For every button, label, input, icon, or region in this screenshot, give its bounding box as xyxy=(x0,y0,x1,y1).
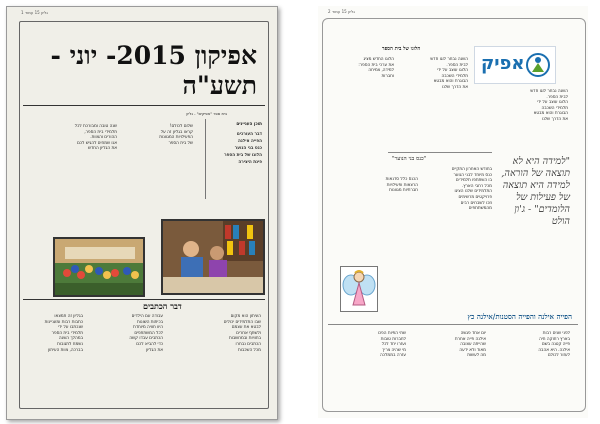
intro-right-column: שנה טובה ומבורכת לכל תלמידי בית הספר, ההורים והצוות. אנו שמחים להגיש לכם את הגליון החדש xyxy=(74,123,117,151)
group-photo xyxy=(53,237,145,297)
toc-item: הלוגו של בית הספר xyxy=(224,152,262,157)
right-page-header: גליון 15 עמוד 2 xyxy=(328,9,355,14)
section-title: דבר הכתבים xyxy=(143,301,182,311)
conference-title: "כנס בני הנוער" xyxy=(392,156,427,162)
logo-column-2: השנה נבחר לוגו חדש לבית הספר. הלוגו עוצב על ידי תלמידי השכבה הבוגרת והוא מבטא את הדרך שלנו xyxy=(430,56,468,89)
toc-item: כנס בני הנוער xyxy=(234,145,262,150)
bottom-middle-column: עבודה עם הילדים בכיתות השונות היוו חוויה מיוחדת לכל המשתתפים הכתבים עבדו קשה כדי להביא לכם את הגליון xyxy=(129,313,163,352)
conference-column-1: בחודש האחרון התקיים כנס מיוחד לבני הנוער בו השתתפו תלמידים מכל רחבי הארץ. התלמידים שלנו הציגו פרויקטים מרשימים וזכו לשבחים רבים מהמשתתפים xyxy=(451,166,492,211)
logo-emblem-icon xyxy=(525,52,551,78)
classroom-photo xyxy=(161,219,265,295)
newsletter-title: אפיקון 2015- יוני -תשע"ה xyxy=(50,41,257,100)
fairy-column-1: שתי הפיות הפכו לחברות טובות ועזרו יחד לכל מי שהיה צריך עזרה בממלכה xyxy=(377,330,406,358)
fairy-story-title: הפייה אילנה והפייה הסטנות/אילנה כץ xyxy=(467,312,572,321)
featured-quote: "למידה היא לא תוצאה של הוראה, למידה היא תוצאה של פעילות של הלומדים" - ג'ון הולט xyxy=(501,156,570,227)
logo-section-title: הלוגו של בית הספר xyxy=(382,46,421,52)
top-right-text: השנה נבחר לוגו חדש לבית הספר. הלוגו עוצב על ידי תלמידי השכבה הבוגרת והוא מבטא את הדרך שלנו xyxy=(530,88,568,121)
table-of-contents xyxy=(205,119,264,199)
conference-column-2: הכנס כלל סדנאות הרצאות ופעילויות חברתיות מגוונות xyxy=(385,176,418,193)
bottom-left-column: בגליון זה תמצאו כתבות רבות ומעניינות שנכתבו על ידי תלמידי בית הספר במהלך השנה נשמח לתגובות בברכה, צוות העיתון xyxy=(44,313,83,352)
fairy-divider xyxy=(328,324,578,325)
toc-title: תוכן העניינים xyxy=(236,121,262,126)
intro-left-column: שלום לכולם! קראו בגליון זה על הפעילויות המגוונות של בית הספר xyxy=(159,123,193,145)
toc-item: דבר העורכים xyxy=(236,131,262,136)
fairy-column-2: יום אחד פגשה אילנה פייה אחרת שהייתה עצובה מאוד ולא ידעה מה לעשות xyxy=(454,330,486,358)
left-page xyxy=(6,6,278,420)
right-page xyxy=(318,6,588,418)
toc-item: הפייה אילנה xyxy=(237,138,262,143)
bottom-right-column: העיתון הוא מקום שבו התלמידים יכולים לבטא את עצמם ולשתף אחרים בחוויות ובמחשבות הכתבים נבחרו מכל השכבות xyxy=(223,313,261,352)
fairy-column-3: לפני שנים רבות בארץ רחוקה חיה פייה קטנה בשם אילנה. היא אהבה לעזור לכולם xyxy=(538,330,570,358)
byline: בית ספר "אפיקים" - גליון xyxy=(186,111,227,116)
toc-item: פינת היצירה xyxy=(238,159,262,164)
photo-divider xyxy=(23,299,265,300)
fairy-illustration xyxy=(340,266,378,312)
title-divider xyxy=(23,105,265,106)
left-page-header: גליון 15 עמוד 1 xyxy=(21,10,48,15)
conference-divider xyxy=(388,152,492,153)
logo-text: אפיק xyxy=(481,53,525,74)
logo-column-1: הלוגו החדש מציג את ערכי בית הספר: למידה, צמיחה וחברות xyxy=(358,56,394,78)
school-logo xyxy=(474,46,556,84)
